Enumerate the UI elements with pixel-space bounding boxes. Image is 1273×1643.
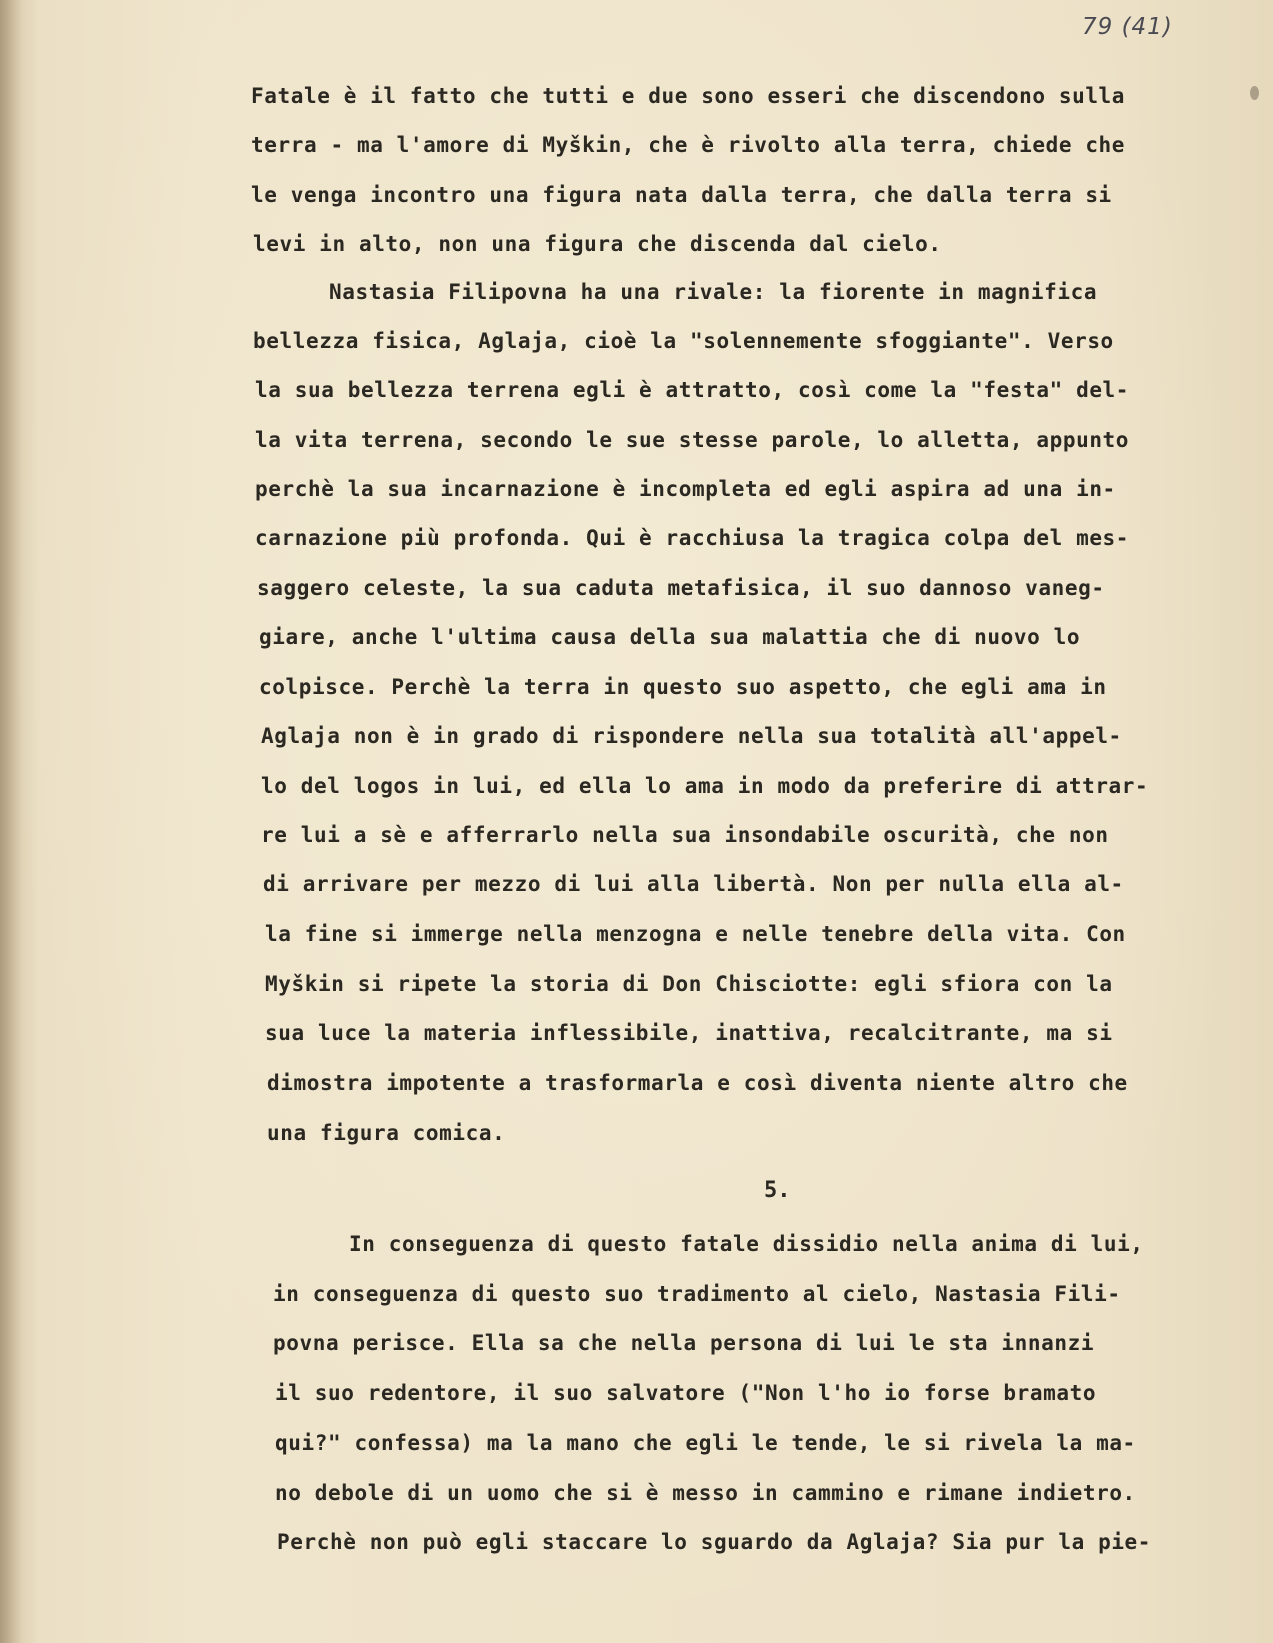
text-line: qui?" confessa) ma la mano che egli le tende, le si rivela la ma- (275, 1431, 1136, 1455)
text-line: terra - ma l'amore di Myškin, che è rivolto alla terra, chiede che (251, 133, 1126, 157)
text-line: In conseguenza di questo fatale dissidio nella anima di lui, (349, 1232, 1144, 1256)
text-line: Aglaja non è in grado di rispondere nella sua totalità all'appel- (261, 724, 1122, 748)
page-number: 79 (41) (1082, 14, 1173, 40)
text-line: no debole di un uomo che si è messo in cammino e rimane indietro. (275, 1481, 1136, 1505)
text-line: una figura comica. (267, 1121, 506, 1145)
text-line: Nastasia Filipovna ha una rivale: la fiorente in magnifica (329, 280, 1098, 304)
text-line: la sua bellezza terrena egli è attratto, così come la "festa" del- (255, 378, 1130, 402)
text-line: colpisce. Perchè la terra in questo suo aspetto, che egli ama in (259, 675, 1107, 699)
text-line: levi in alto, non una figura che discenda dal cielo. (253, 232, 942, 256)
ink-smudge (1250, 86, 1259, 100)
section-heading: 5. (764, 1178, 791, 1203)
text-line: di arrivare per mezzo di lui alla libertà. Non per nulla ella al- (263, 872, 1124, 896)
text-line: la vita terrena, secondo le sue stesse parole, lo alletta, appunto (255, 428, 1130, 452)
text-line: sua luce la materia inflessibile, inattiva, recalcitrante, ma si (265, 1021, 1113, 1045)
text-line: in conseguenza di questo suo tradimento al cielo, Nastasia Fili- (273, 1282, 1121, 1306)
text-line: le venga incontro una figura nata dalla terra, che dalla terra si (251, 183, 1112, 207)
text-line: re lui a sè e afferrarlo nella sua insondabile oscurità, che non (261, 823, 1109, 847)
text-line: lo del logos in lui, ed ella lo ama in modo da preferire di attrar- (261, 774, 1149, 798)
text-line: Fatale è il fatto che tutti e due sono esseri che discendono sulla (251, 84, 1126, 108)
page-edge-shadow (0, 0, 22, 1643)
text-line: dimostra impotente a trasformarla e così diventa niente altro che (267, 1071, 1128, 1095)
text-line: carnazione più profonda. Qui è racchiusa la tragica colpa del mes- (255, 526, 1130, 550)
text-line: Perchè non può egli staccare lo sguardo da Aglaja? Sia pur la pie- (277, 1530, 1152, 1554)
text-line: giare, anche l'ultima causa della sua malattia che di nuovo lo (259, 625, 1081, 649)
text-line: povna perisce. Ella sa che nella persona di lui le sta innanzi (273, 1331, 1095, 1355)
text-line: bellezza fisica, Aglaja, cioè la "solennemente sfoggiante". Verso (253, 329, 1114, 353)
text-line: perchè la sua incarnazione è incompleta ed egli aspira ad una in- (255, 477, 1116, 501)
text-line: saggero celeste, la sua caduta metafisica, il suo dannoso vaneg- (257, 576, 1105, 600)
text-line: Myškin si ripete la storia di Don Chisciotte: egli sfiora con la (265, 972, 1113, 996)
text-line: la fine si immerge nella menzogna e nelle tenebre della vita. Con (265, 922, 1126, 946)
text-line: il suo redentore, il suo salvatore ("Non l'ho io forse bramato (275, 1381, 1097, 1405)
